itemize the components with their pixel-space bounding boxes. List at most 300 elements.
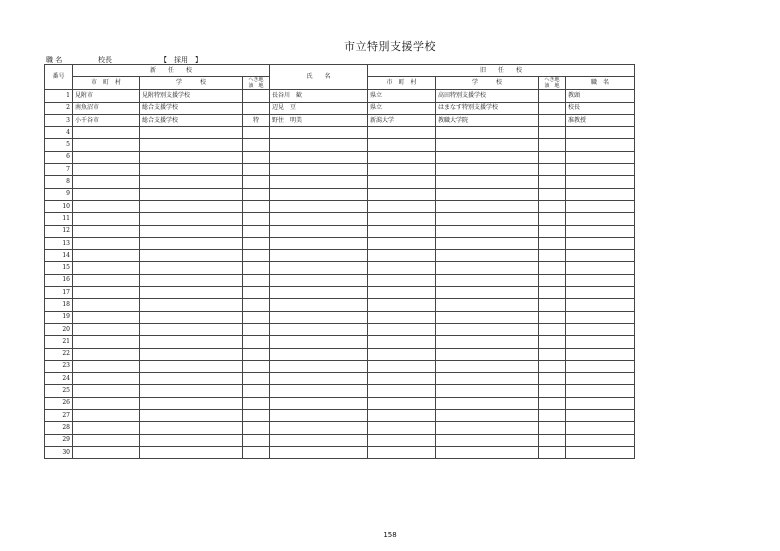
appointment-type: 【 採用 】 [160,56,202,64]
cell-old-position: 教頭 [566,90,635,102]
cell-old-school [436,237,539,249]
cell-old-remote [539,237,566,249]
cell-new-remote [243,360,270,372]
cell-new-city [73,176,140,188]
cell-new-city [73,422,140,434]
cell-old-position [566,373,635,385]
header-old-school: 学 校 [436,77,539,90]
cell-number: 22 [45,348,73,360]
cell-old-position: 校長 [566,102,635,114]
cell-old-position [566,237,635,249]
header-new-school: 学 校 [140,77,243,90]
cell-name [270,323,368,335]
table-row [45,102,635,114]
cell-old-school [436,213,539,225]
header-new-remote [243,77,270,90]
table-row [45,397,635,409]
cell-old-remote [539,139,566,151]
cell-old-position [566,360,635,372]
cell-old-school [436,446,539,458]
cell-old-school [436,287,539,299]
cell-new-school [140,250,243,262]
header-old-remote [539,77,566,90]
table-row [45,446,635,458]
table-row [45,410,635,422]
cell-new-city [73,287,140,299]
cell-new-city [73,250,140,262]
table-row [45,287,635,299]
cell-old-remote [539,446,566,458]
cell-old-school [436,164,539,176]
cell-old-city [368,237,436,249]
cell-number: 7 [45,164,73,176]
cell-new-city [73,360,140,372]
table-row [45,434,635,446]
cell-old-school [436,323,539,335]
cell-name [270,287,368,299]
cell-old-school [436,410,539,422]
cell-new-school [140,237,243,249]
cell-old-city: 新潟大学 [368,114,436,126]
cell-number: 6 [45,151,73,163]
cell-new-remote [243,188,270,200]
cell-old-remote [539,200,566,212]
cell-new-city [73,373,140,385]
cell-name [270,446,368,458]
cell-old-remote [539,188,566,200]
cell-new-school: 見附特別支援学校 [140,90,243,102]
cell-new-remote [243,446,270,458]
cell-old-position: 准教授 [566,114,635,126]
cell-old-school [436,200,539,212]
cell-old-city [368,360,436,372]
cell-new-remote [243,385,270,397]
position-value: 校長 [98,56,112,64]
cell-old-city [368,200,436,212]
cell-number: 4 [45,127,73,139]
header-old-city: 市 町 村 [368,77,436,90]
cell-new-remote [243,373,270,385]
cell-old-position [566,139,635,151]
cell-old-school [436,373,539,385]
cell-name [270,299,368,311]
cell-old-school [436,262,539,274]
cell-new-city [73,188,140,200]
cell-name [270,360,368,372]
cell-old-position [566,323,635,335]
cell-old-city [368,225,436,237]
cell-new-school [140,422,243,434]
cell-number: 21 [45,336,73,348]
cell-new-city [73,237,140,249]
cell-name [270,250,368,262]
cell-name [270,434,368,446]
cell-name [270,336,368,348]
cell-old-school [436,274,539,286]
cell-old-remote [539,287,566,299]
cell-old-position [566,127,635,139]
cell-old-remote [539,114,566,126]
cell-new-city [73,323,140,335]
cell-new-remote [243,127,270,139]
cell-name [270,237,368,249]
cell-number: 26 [45,397,73,409]
cell-new-school [140,287,243,299]
cell-old-position [566,250,635,262]
cell-old-city [368,250,436,262]
cell-name [270,422,368,434]
cell-name [270,176,368,188]
cell-number: 24 [45,373,73,385]
cell-new-remote [243,410,270,422]
table-row [45,299,635,311]
cell-new-school: 総合支援学校 [140,114,243,126]
table-row [45,188,635,200]
table-row [45,200,635,212]
cell-new-school: 総合支援学校 [140,102,243,114]
cell-old-position [566,151,635,163]
cell-old-city [368,287,436,299]
cell-old-remote [539,348,566,360]
cell-old-city [368,410,436,422]
page-number: 158 [383,531,397,539]
cell-old-city [368,164,436,176]
cell-new-remote [243,323,270,335]
cell-number: 8 [45,176,73,188]
cell-number: 14 [45,250,73,262]
cell-old-remote [539,90,566,102]
cell-number: 12 [45,225,73,237]
cell-old-remote [539,176,566,188]
cell-new-city [73,139,140,151]
cell-old-position [566,188,635,200]
table-row [45,151,635,163]
cell-new-school [140,200,243,212]
cell-old-remote [539,410,566,422]
header-number: 番号 [45,65,73,90]
cell-number: 3 [45,114,73,126]
cell-name [270,410,368,422]
cell-old-city [368,385,436,397]
table-row [45,127,635,139]
cell-new-school [140,139,243,151]
cell-old-city [368,397,436,409]
header-old-school-group: 旧 任 校 [368,65,635,77]
cell-number: 13 [45,237,73,249]
cell-old-position [566,348,635,360]
cell-new-city [73,151,140,163]
cell-old-school [436,176,539,188]
cell-old-city [368,176,436,188]
cell-name [270,188,368,200]
cell-name [270,385,368,397]
cell-new-school [140,213,243,225]
table-row [45,164,635,176]
cell-new-city [73,299,140,311]
cell-new-remote [243,90,270,102]
cell-old-school [436,139,539,151]
cell-old-remote [539,360,566,372]
cell-old-school [436,250,539,262]
cell-old-position [566,262,635,274]
cell-name [270,164,368,176]
cell-old-position [566,299,635,311]
cell-old-position [566,336,635,348]
cell-old-remote [539,213,566,225]
cell-new-school [140,164,243,176]
cell-new-school [140,348,243,360]
cell-old-remote [539,164,566,176]
cell-number: 30 [45,446,73,458]
cell-old-remote [539,422,566,434]
cell-number: 10 [45,200,73,212]
table-row [45,348,635,360]
cell-new-remote [243,225,270,237]
cell-new-city [73,274,140,286]
cell-number: 25 [45,385,73,397]
cell-old-city [368,348,436,360]
cell-old-school [436,225,539,237]
cell-old-city [368,323,436,335]
cell-new-remote [243,397,270,409]
table-row [45,225,635,237]
cell-old-position [566,164,635,176]
cell-new-remote [243,422,270,434]
cell-old-city: 県立 [368,90,436,102]
cell-old-school [436,188,539,200]
cell-old-school [436,336,539,348]
header-new-remote-line1: へき地 [248,77,264,84]
cell-old-remote [539,299,566,311]
cell-old-city [368,299,436,311]
page-title: 市立特別支援学校 [344,40,436,53]
cell-new-school [140,262,243,274]
cell-new-remote [243,102,270,114]
cell-new-remote [243,250,270,262]
cell-new-school [140,299,243,311]
cell-name [270,213,368,225]
cell-old-remote [539,225,566,237]
cell-old-remote [539,373,566,385]
table-row [45,422,635,434]
cell-old-position [566,311,635,323]
cell-new-remote [243,213,270,225]
table-row [45,139,635,151]
cell-old-school [436,127,539,139]
cell-old-city [368,213,436,225]
cell-new-city [73,385,140,397]
cell-number: 27 [45,410,73,422]
cell-new-city [73,127,140,139]
cell-old-city: 県立 [368,102,436,114]
cell-name [270,373,368,385]
cell-old-city [368,262,436,274]
cell-old-school [436,299,539,311]
cell-name: 野住 明美 [270,114,368,126]
position-label: 職 名 [46,56,63,64]
cell-new-city: 小千谷市 [73,114,140,126]
cell-name: 辺見 豆 [270,102,368,114]
table-row [45,323,635,335]
cell-old-school: 教職大学院 [436,114,539,126]
cell-new-school [140,446,243,458]
cell-old-city [368,422,436,434]
cell-new-school [140,360,243,372]
cell-old-city [368,127,436,139]
cell-number: 28 [45,422,73,434]
header-new-remote-line2: 該 地 [248,83,264,90]
cell-new-remote [243,200,270,212]
cell-new-remote [243,348,270,360]
cell-old-position [566,397,635,409]
header-old-remote-line1: へき地 [544,77,560,84]
table-row [45,373,635,385]
header-new-city: 市 町 村 [73,77,140,90]
cell-old-school [436,434,539,446]
cell-name [270,127,368,139]
cell-old-city [368,274,436,286]
cell-number: 18 [45,299,73,311]
table-row [45,385,635,397]
cell-number: 16 [45,274,73,286]
header-old-remote-line2: 該 地 [544,83,560,90]
cell-new-city: 見附市 [73,90,140,102]
cell-old-school [436,397,539,409]
cell-new-remote [243,311,270,323]
cell-new-school [140,311,243,323]
table-row [45,114,635,126]
header-old-position: 職 名 [566,77,635,90]
cell-old-remote [539,323,566,335]
cell-number: 2 [45,102,73,114]
cell-number: 20 [45,323,73,335]
cell-old-position [566,274,635,286]
cell-name [270,151,368,163]
cell-old-position [566,446,635,458]
table-row [45,360,635,372]
cell-old-remote [539,434,566,446]
personnel-table [44,64,635,459]
cell-old-remote [539,274,566,286]
cell-new-school [140,151,243,163]
cell-old-remote [539,385,566,397]
cell-new-city [73,213,140,225]
cell-old-position [566,213,635,225]
table-row [45,274,635,286]
cell-new-city: 南魚沼市 [73,102,140,114]
cell-new-remote [243,287,270,299]
cell-old-school [436,311,539,323]
header-new-school-group: 新 任 校 [73,65,270,77]
cell-new-remote [243,299,270,311]
cell-new-school [140,434,243,446]
cell-old-position [566,200,635,212]
cell-new-school [140,188,243,200]
table-row [45,262,635,274]
cell-number: 15 [45,262,73,274]
cell-old-remote [539,151,566,163]
cell-old-position [566,385,635,397]
cell-new-city [73,348,140,360]
cell-number: 23 [45,360,73,372]
cell-old-school: 高田特別支援学校 [436,90,539,102]
table-row [45,213,635,225]
cell-old-school [436,348,539,360]
table-body [45,90,635,459]
cell-new-city [73,200,140,212]
cell-old-school [436,151,539,163]
cell-old-school [436,385,539,397]
table-row [45,176,635,188]
table-row [45,336,635,348]
cell-new-remote [243,434,270,446]
cell-number: 5 [45,139,73,151]
cell-old-remote [539,262,566,274]
cell-old-school [436,422,539,434]
cell-new-remote [243,274,270,286]
cell-new-remote: 特 [243,114,270,126]
cell-number: 11 [45,213,73,225]
cell-new-city [73,262,140,274]
cell-new-city [73,164,140,176]
cell-number: 9 [45,188,73,200]
cell-old-position [566,287,635,299]
cell-new-city [73,336,140,348]
cell-old-city [368,151,436,163]
cell-new-school [140,176,243,188]
cell-old-position [566,410,635,422]
cell-name [270,225,368,237]
header-name: 氏 名 [270,65,368,90]
cell-name [270,262,368,274]
cell-new-city [73,225,140,237]
cell-old-position [566,422,635,434]
cell-old-city [368,311,436,323]
cell-new-school [140,274,243,286]
cell-new-city [73,397,140,409]
cell-new-remote [243,262,270,274]
cell-old-remote [539,397,566,409]
cell-number: 1 [45,90,73,102]
cell-old-city [368,188,436,200]
cell-new-remote [243,237,270,249]
table-row [45,237,635,249]
cell-old-remote [539,250,566,262]
cell-old-position [566,176,635,188]
cell-number: 19 [45,311,73,323]
cell-old-remote [539,336,566,348]
cell-new-city [73,410,140,422]
cell-name [270,139,368,151]
cell-new-city [73,446,140,458]
cell-name [270,274,368,286]
cell-new-remote [243,176,270,188]
table-row [45,250,635,262]
cell-new-remote [243,139,270,151]
cell-old-school [436,360,539,372]
table-row [45,90,635,102]
cell-old-position [566,434,635,446]
cell-old-position [566,225,635,237]
cell-name: 長谷川 歓 [270,90,368,102]
cell-new-city [73,434,140,446]
cell-new-remote [243,164,270,176]
cell-new-city [73,311,140,323]
cell-old-remote [539,311,566,323]
cell-old-city [368,336,436,348]
cell-new-school [140,410,243,422]
cell-old-remote [539,127,566,139]
